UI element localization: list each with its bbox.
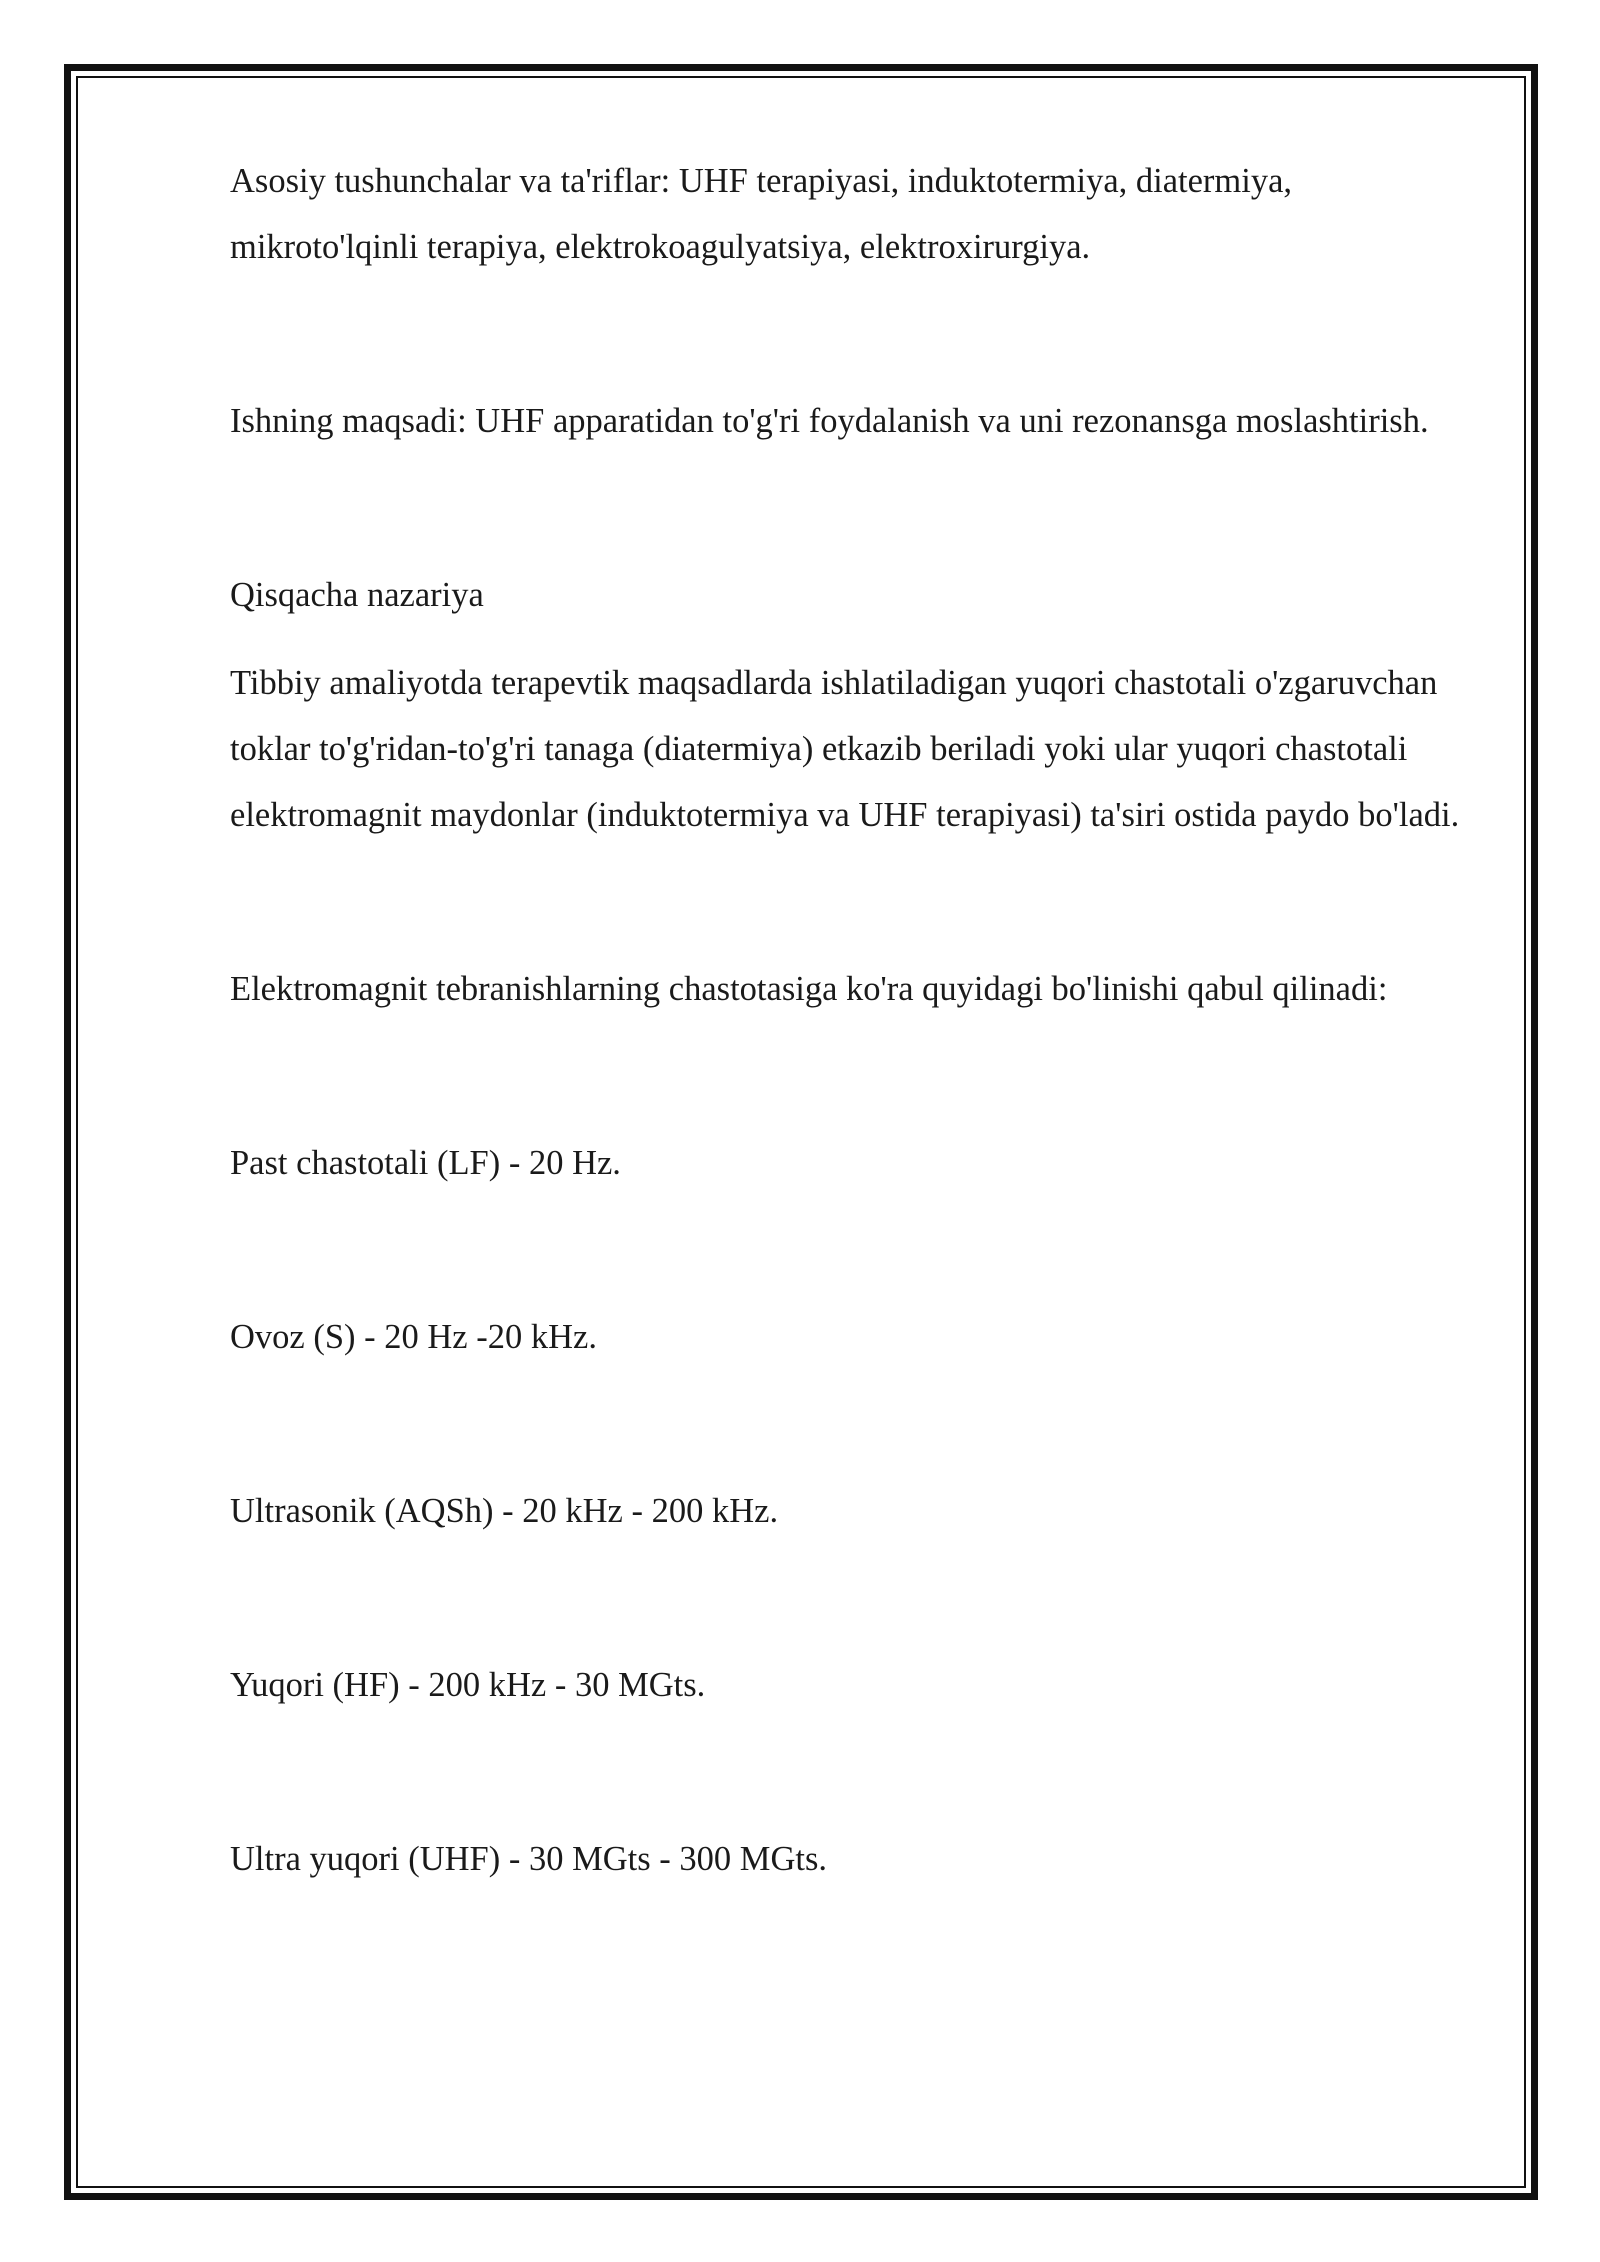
frequency-range-item: Ultrasonik (AQSh) - 20 kHz - 200 kHz. [230,1492,779,1530]
goal-paragraph: Ishning maqsadi: UHF apparatidan to'g'ri foydalanish va uni rezonansga moslashtirish. [230,402,1429,440]
theory-heading: Qisqacha nazariya [230,576,484,614]
frequency-range-item: Yuqori (HF) - 200 kHz - 30 MGts. [230,1666,706,1704]
document-body [230,148,1480,2000]
frequency-range-item: Ovoz (S) - 20 Hz -20 kHz. [230,1318,597,1356]
frequency-range-item: Past chastotali (LF) - 20 Hz. [230,1144,621,1182]
frequency-range-item: Ultra yuqori (UHF) - 30 MGts - 300 MGts. [230,1840,828,1878]
concepts-paragraph: Asosiy tushunchalar va ta'riflar: UHF terapiyasi, induktotermiya, diatermiya, mikroto'lqinli terapiya, elektrokoagulyatsiya, elektroxirurgiya. [230,162,1293,266]
classification-intro: Elektromagnit tebranishlarning chastotasiga ko'ra quyidagi bo'linishi qabul qilinadi: [230,970,1388,1008]
theory-paragraph: Tibbiy amaliyotda terapevtik maqsadlarda ishlatiladigan yuqori chastotali o'zgaruvchan toklar to'g'ridan-to'g'ri tanaga (diatermiya) etkazib beriladi yoki ular yuqori chastotali elektromagnit maydonlar (induktotermiya va UHF terapiyasi) ta'siri ostida paydo bo'ladi. [230,664,1460,834]
